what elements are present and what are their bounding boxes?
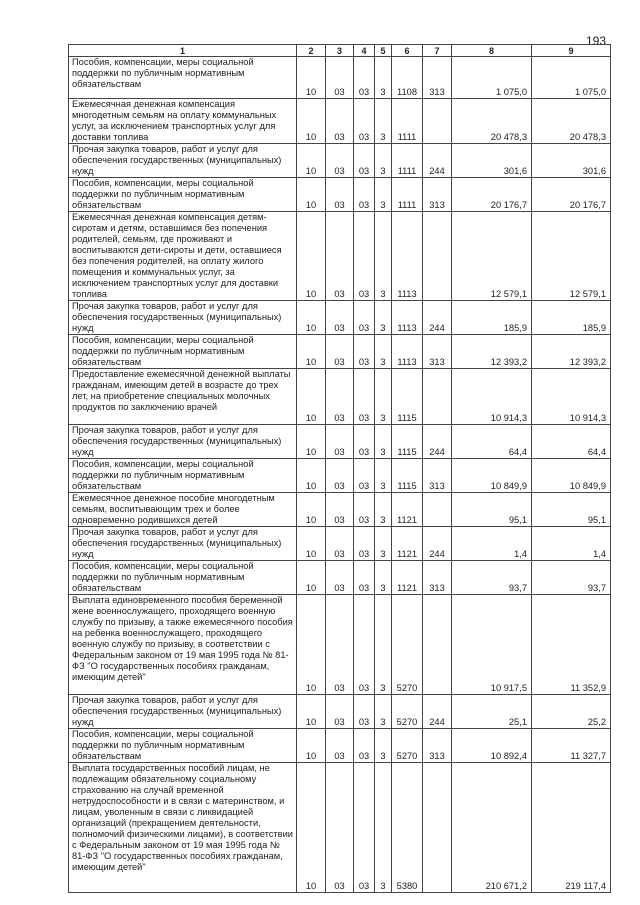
code-col-7: 244 <box>423 301 452 335</box>
code-col-2: 10 <box>297 144 326 178</box>
code-col-3: 03 <box>326 595 354 695</box>
amount-col-8: 20 176,7 <box>452 178 532 212</box>
code-col-4: 03 <box>354 493 375 527</box>
code-col-3: 03 <box>326 335 354 369</box>
code-col-7: 244 <box>423 527 452 561</box>
code-col-5: 3 <box>375 729 392 763</box>
code-col-6: 5270 <box>392 729 423 763</box>
code-col-7: 313 <box>423 57 452 99</box>
code-col-5: 3 <box>375 57 392 99</box>
item-name: Пособия, компенсации, меры социальной поддержки по публичным нормативным обязательствам <box>69 561 297 595</box>
code-col-2: 10 <box>297 561 326 595</box>
table-row <box>69 99 611 144</box>
code-col-2: 10 <box>297 369 326 425</box>
amount-col-9: 12 393,2 <box>532 335 611 369</box>
item-name: Ежемесячное денежное пособие многодетным семьям, воспитывающим трех и более одновременно родившихся детей <box>69 493 297 527</box>
code-col-5: 3 <box>375 695 392 729</box>
code-col-3: 03 <box>326 57 354 99</box>
item-name: Предоставление ежемесячной денежной выплаты гражданам, имеющим детей в возрасте до трех лет, на приобретение специальных молочных продуктов по заключению врачей <box>69 369 297 425</box>
item-name: Прочая закупка товаров, работ и услуг для обеспечения государственных (муниципальных) нужд <box>69 144 297 178</box>
code-col-4: 03 <box>354 561 375 595</box>
amount-col-8: 12 393,2 <box>452 335 532 369</box>
code-col-7 <box>423 763 452 893</box>
amount-col-9: 11 327,7 <box>532 729 611 763</box>
code-col-4: 03 <box>354 763 375 893</box>
code-col-3: 03 <box>326 763 354 893</box>
code-col-4: 03 <box>354 527 375 561</box>
code-col-7: 313 <box>423 561 452 595</box>
header-col-6: 6 <box>392 45 423 57</box>
amount-col-9: 93,7 <box>532 561 611 595</box>
code-col-4: 03 <box>354 595 375 695</box>
code-col-5: 3 <box>375 425 392 459</box>
amount-col-8: 64,4 <box>452 425 532 459</box>
code-col-6: 1121 <box>392 561 423 595</box>
code-col-2: 10 <box>297 301 326 335</box>
code-col-3: 03 <box>326 729 354 763</box>
code-col-7 <box>423 99 452 144</box>
code-col-2: 10 <box>297 57 326 99</box>
amount-col-9: 1,4 <box>532 527 611 561</box>
code-col-2: 10 <box>297 99 326 144</box>
item-name: Выплата единовременного пособия беременной жене военнослужащего, проходящего военную службу по призыву, а также ежемесячного пособия на ребенка военнослужащего, проходящего военную службу по призыву, в соответствии с Федеральным законом от 19 мая 1995 года № 81-ФЗ "О государственных пособиях гражданам, имеющим детей" <box>69 595 297 695</box>
amount-col-8: 25,1 <box>452 695 532 729</box>
code-col-6: 1108 <box>392 57 423 99</box>
amount-col-8: 20 478,3 <box>452 99 532 144</box>
code-col-2: 10 <box>297 335 326 369</box>
code-col-4: 03 <box>354 99 375 144</box>
item-name: Пособия, компенсации, меры социальной поддержки по публичным нормативным обязательствам <box>69 729 297 763</box>
table-row <box>69 763 611 893</box>
header-col-9: 9 <box>532 45 611 57</box>
amount-col-8: 1 075,0 <box>452 57 532 99</box>
code-col-6: 1121 <box>392 527 423 561</box>
code-col-2: 10 <box>297 178 326 212</box>
table-row <box>69 527 611 561</box>
amount-col-8: 10 849,9 <box>452 459 532 493</box>
amount-col-9: 20 176,7 <box>532 178 611 212</box>
code-col-2: 10 <box>297 595 326 695</box>
item-name: Ежемесячная денежная компенсация многодетным семьям на оплату коммунальных услуг, за исключением транспортных услуг для доставки топлива <box>69 99 297 144</box>
amount-col-8: 12 579,1 <box>452 212 532 301</box>
item-name: Пособия, компенсации, меры социальной поддержки по публичным нормативным обязательствам <box>69 459 297 493</box>
amount-col-9: 1 075,0 <box>532 57 611 99</box>
item-name: Пособия, компенсации, меры социальной поддержки по публичным нормативным обязательствам <box>69 178 297 212</box>
item-name: Прочая закупка товаров, работ и услуг для обеспечения государственных (муниципальных) нужд <box>69 425 297 459</box>
item-name: Ежемесячная денежная компенсация детям-сиротам и детям, оставшимся без попечения родителей, семьям, где проживают и воспитываются дети-сироты и дети, оставшиеся без попечения родителей, на оплату жилого помещения и коммунальных услуг, за исключением транспортных услуг для доставки топлива <box>69 212 297 301</box>
amount-col-8: 210 671,2 <box>452 763 532 893</box>
code-col-2: 10 <box>297 729 326 763</box>
code-col-4: 03 <box>354 695 375 729</box>
code-col-4: 03 <box>354 459 375 493</box>
code-col-2: 10 <box>297 695 326 729</box>
table-row <box>69 144 611 178</box>
table-row <box>69 695 611 729</box>
amount-col-9: 10 849,9 <box>532 459 611 493</box>
code-col-4: 03 <box>354 369 375 425</box>
amount-col-9: 301,6 <box>532 144 611 178</box>
header-col-3: 3 <box>326 45 354 57</box>
code-col-5: 3 <box>375 144 392 178</box>
code-col-4: 03 <box>354 729 375 763</box>
amount-col-8: 10 892,4 <box>452 729 532 763</box>
code-col-3: 03 <box>326 527 354 561</box>
item-name: Выплата государственных пособий лицам, не подлежащим обязательному социальному страхованию на случай временной нетрудоспособности и в связи с материнством, и лицам, уволенным в связи с ликвидацией организаций (прекращением деятельности, полномочий физическими лицами), в соответствии с Федеральным законом от 19 мая 1995 года № 81-ФЗ "О государственных пособиях гражданам, имеющим детей" <box>69 763 297 893</box>
code-col-3: 03 <box>326 561 354 595</box>
item-name: Пособия, компенсации, меры социальной поддержки по публичным нормативным обязательствам <box>69 335 297 369</box>
table-row <box>69 335 611 369</box>
code-col-7: 313 <box>423 178 452 212</box>
table-row <box>69 729 611 763</box>
code-col-7: 313 <box>423 459 452 493</box>
code-col-5: 3 <box>375 335 392 369</box>
amount-col-8: 301,6 <box>452 144 532 178</box>
amount-col-8: 1,4 <box>452 527 532 561</box>
code-col-5: 3 <box>375 301 392 335</box>
code-col-6: 1111 <box>392 178 423 212</box>
code-col-3: 03 <box>326 425 354 459</box>
code-col-5: 3 <box>375 527 392 561</box>
header-col-7: 7 <box>423 45 452 57</box>
code-col-5: 3 <box>375 178 392 212</box>
amount-col-8: 93,7 <box>452 561 532 595</box>
code-col-7 <box>423 212 452 301</box>
header-col-4: 4 <box>354 45 375 57</box>
code-col-2: 10 <box>297 212 326 301</box>
amount-col-9: 185,9 <box>532 301 611 335</box>
table-row <box>69 57 611 99</box>
code-col-3: 03 <box>326 178 354 212</box>
code-col-3: 03 <box>326 493 354 527</box>
code-col-2: 10 <box>297 493 326 527</box>
amount-col-9: 64,4 <box>532 425 611 459</box>
code-col-4: 03 <box>354 425 375 459</box>
code-col-5: 3 <box>375 561 392 595</box>
amount-col-9: 12 579,1 <box>532 212 611 301</box>
amount-col-9: 25,2 <box>532 695 611 729</box>
code-col-2: 10 <box>297 763 326 893</box>
code-col-6: 1113 <box>392 212 423 301</box>
table-row <box>69 493 611 527</box>
code-col-4: 03 <box>354 178 375 212</box>
code-col-5: 3 <box>375 493 392 527</box>
item-name: Прочая закупка товаров, работ и услуг для обеспечения государственных (муниципальных) нужд <box>69 695 297 729</box>
code-col-5: 3 <box>375 212 392 301</box>
code-col-6: 5270 <box>392 595 423 695</box>
code-col-5: 3 <box>375 595 392 695</box>
code-col-7 <box>423 493 452 527</box>
code-col-4: 03 <box>354 144 375 178</box>
table-row <box>69 178 611 212</box>
code-col-5: 3 <box>375 369 392 425</box>
code-col-7: 244 <box>423 144 452 178</box>
code-col-3: 03 <box>326 695 354 729</box>
code-col-7 <box>423 369 452 425</box>
table-header-row <box>69 45 611 57</box>
code-col-6: 1115 <box>392 425 423 459</box>
code-col-6: 5270 <box>392 695 423 729</box>
amount-col-9: 20 478,3 <box>532 99 611 144</box>
code-col-3: 03 <box>326 459 354 493</box>
amount-col-8: 185,9 <box>452 301 532 335</box>
code-col-5: 3 <box>375 459 392 493</box>
header-col-1: 1 <box>69 45 297 57</box>
table-row <box>69 561 611 595</box>
amount-col-8: 95,1 <box>452 493 532 527</box>
table-body <box>69 57 611 893</box>
code-col-6: 1111 <box>392 144 423 178</box>
code-col-5: 3 <box>375 99 392 144</box>
code-col-7: 244 <box>423 425 452 459</box>
amount-col-8: 10 914,3 <box>452 369 532 425</box>
item-name: Прочая закупка товаров, работ и услуг для обеспечения государственных (муниципальных) нужд <box>69 301 297 335</box>
code-col-7: 313 <box>423 729 452 763</box>
table-row <box>69 301 611 335</box>
header-col-8: 8 <box>452 45 532 57</box>
code-col-5: 3 <box>375 763 392 893</box>
code-col-7 <box>423 595 452 695</box>
table-row <box>69 369 611 425</box>
item-name: Прочая закупка товаров, работ и услуг для обеспечения государственных (муниципальных) нужд <box>69 527 297 561</box>
code-col-7: 244 <box>423 695 452 729</box>
code-col-4: 03 <box>354 335 375 369</box>
code-col-4: 03 <box>354 57 375 99</box>
code-col-2: 10 <box>297 459 326 493</box>
code-col-6: 1111 <box>392 99 423 144</box>
code-col-4: 03 <box>354 301 375 335</box>
amount-col-8: 10 917,5 <box>452 595 532 695</box>
code-col-2: 10 <box>297 425 326 459</box>
code-col-4: 03 <box>354 212 375 301</box>
code-col-3: 03 <box>326 369 354 425</box>
code-col-2: 10 <box>297 527 326 561</box>
code-col-6: 1113 <box>392 335 423 369</box>
code-col-6: 1115 <box>392 459 423 493</box>
table-row <box>69 425 611 459</box>
code-col-3: 03 <box>326 301 354 335</box>
table-row <box>69 595 611 695</box>
code-col-7: 313 <box>423 335 452 369</box>
code-col-6: 1115 <box>392 369 423 425</box>
item-name: Пособия, компенсации, меры социальной поддержки по публичным нормативным обязательствам <box>69 57 297 99</box>
page-number: 193 <box>586 34 607 48</box>
amount-col-9: 95,1 <box>532 493 611 527</box>
header-col-2: 2 <box>297 45 326 57</box>
code-col-6: 5380 <box>392 763 423 893</box>
header-col-5: 5 <box>375 45 392 57</box>
table-row <box>69 459 611 493</box>
budget-table <box>68 44 611 893</box>
amount-col-9: 10 914,3 <box>532 369 611 425</box>
code-col-3: 03 <box>326 212 354 301</box>
code-col-6: 1113 <box>392 301 423 335</box>
amount-col-9: 219 117,4 <box>532 763 611 893</box>
amount-col-9: 11 352,9 <box>532 595 611 695</box>
code-col-3: 03 <box>326 144 354 178</box>
code-col-6: 1121 <box>392 493 423 527</box>
code-col-3: 03 <box>326 99 354 144</box>
table-row <box>69 212 611 301</box>
